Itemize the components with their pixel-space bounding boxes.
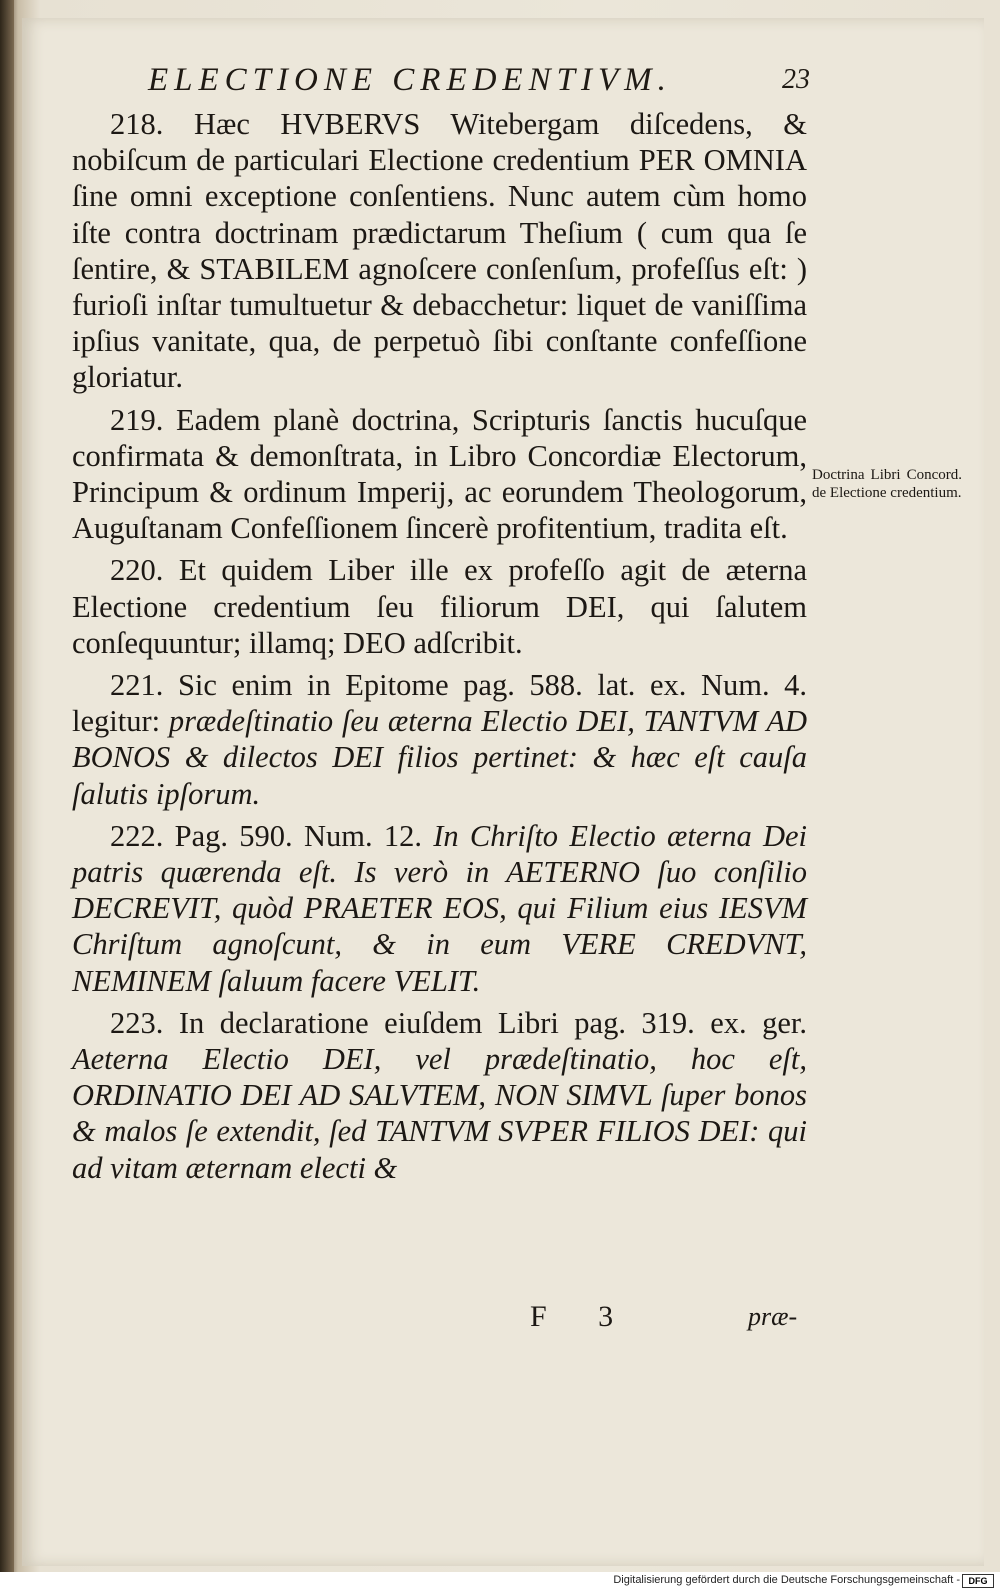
- main-text-column: [72, 106, 807, 1192]
- dfg-logo: DFG: [962, 1574, 994, 1588]
- paragraph-text: In declaratione eiuſdem Libri pag. 319. ex. ger.: [178, 1005, 807, 1040]
- paragraph-220: [72, 552, 807, 661]
- paragraph-218: [72, 106, 807, 396]
- book-spine-edge: [0, 0, 14, 1572]
- catchword: præ-: [748, 1302, 798, 1331]
- paragraph-text: Eadem planè doctrina, Scripturis ſanctis hucuſque confirmata & demonſtrata, in Libro Concordiæ Electorum, Principum & ordinum Imperij, ac eorundem Theologorum, Auguſtanam Confeſſionem ſincerè profitentium, tradita eſt.: [72, 402, 807, 546]
- paragraph-number: 219.: [110, 402, 164, 437]
- paragraph-number: 220.: [110, 553, 164, 588]
- paragraph-219: [72, 402, 807, 547]
- paragraph-text: Pag. 590. Num. 12.: [174, 818, 422, 853]
- paragraph-text: Et quidem Liber ille ex profeſſo agit de æterna Electione credentium ſeu filiorum DEI, qui ſalutem conſequuntur; illamq; DEO adſcribit.: [72, 553, 807, 660]
- paragraph-number: 223.: [110, 1005, 164, 1040]
- running-header: [148, 62, 808, 99]
- paragraph-quote: In Chriſto Electio æterna Dei patris quærenda eſt. Is verò in AETERNO ſuo conſilio DECREVIT, quòd PRAETER EOS, qui Filium eius IESVM Chriſtum agnoſcunt, & in eum VERE CREDVNT, NEMINEM ſaluum facere VELIT.: [72, 818, 808, 998]
- paragraph-number: 222.: [110, 818, 164, 853]
- paragraph-222: [72, 818, 807, 999]
- running-title: ELECTIONE CREDENTIVM.: [148, 62, 672, 98]
- digitization-credit: Digitalisierung gefördert durch die Deutsche Forschungsgemeinschaft -: [613, 1574, 960, 1586]
- paragraph-221: [72, 667, 807, 812]
- paragraph-quote: prædeſtinatio ſeu æterna Electio DEI, TANTVM AD BONOS & dilectos DEI filios pertinet: & hæc eſt cauſa ſalutis ipſorum.: [72, 704, 808, 811]
- paragraph-number: 221.: [110, 668, 164, 703]
- paragraph-quote: Aeterna Electio DEI, vel prædeſtinatio, hoc eſt, ORDINATIO DEI AD SALVTEM, NON SIMVL ſuper bonos & malos ſe extendit, ſed TANTVM SVPER FILIOS DEI: qui ad vitam æternam electi &: [72, 1042, 807, 1185]
- page-number: 23: [782, 64, 810, 95]
- marginal-note: Doctrina Libri Concord. de Electione credentium.: [812, 467, 962, 501]
- signature-mark: F 3: [530, 1300, 636, 1333]
- paragraph-text: Hæc HVBERVS Witebergam diſcedens, & nobiſcum de particulari Electione credentium PER OMNIA ſine omni exceptione conſentiens. Nunc autem cùm homo iſte contra doctrinam prædictarum Theſium ( cum qua ſe ſentire, & STABILEM agnoſcere conſenſum, profeſſus eſt: ) furioſi inſtar tumultuetur & debacchetur: liquet de vaniſſima ipſius vanitate, qua, de perpetuò ſibi conſtante confeſſione gloriatur.: [72, 107, 807, 395]
- paragraph-text: Sic enim in Epitome pag. 588. lat. ex. Num. 4. legitur:: [72, 668, 807, 739]
- paragraph-223: [72, 1005, 807, 1186]
- paragraph-number: 218.: [110, 107, 164, 141]
